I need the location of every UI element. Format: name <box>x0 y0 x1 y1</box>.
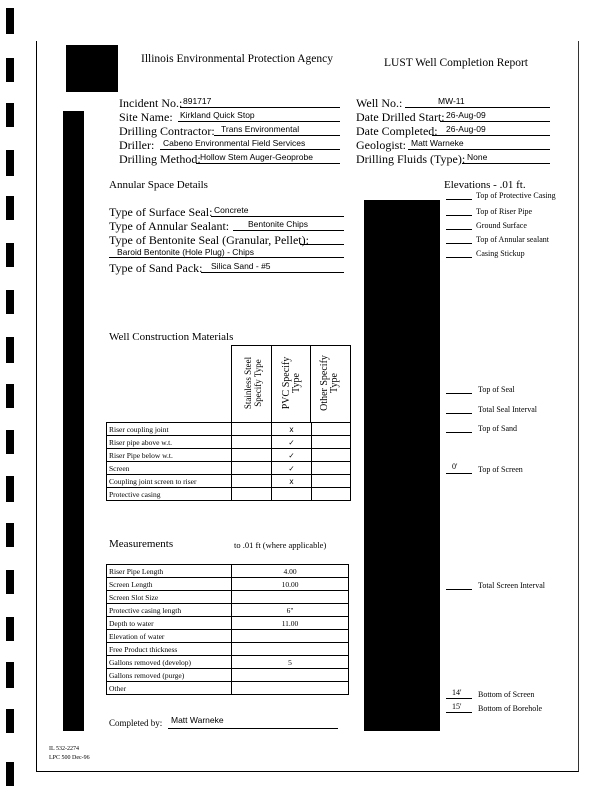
other-cell[interactable] <box>312 488 351 501</box>
table-row <box>107 669 349 682</box>
column-other: Other Specify Type <box>319 355 340 411</box>
drilling-fluids-label: Drilling Fluids (Type): <box>356 152 466 166</box>
row-label: Riser coupling joint <box>107 423 232 436</box>
materials-title: Well Construction Materials <box>109 331 234 343</box>
table-row <box>107 488 351 501</box>
well-no-label: Well No.: <box>356 96 403 110</box>
drilling-contractor-value[interactable]: Trans Environmental <box>221 124 300 134</box>
drilling-method-label: Drilling Method: <box>119 152 201 166</box>
ss-cell[interactable] <box>232 449 272 462</box>
column-stainless: Stainless Steel Specify Type <box>243 356 263 410</box>
table-row <box>107 565 349 578</box>
depth-label: Top of Seal <box>478 385 515 394</box>
elevation-label: Top of Annular sealant <box>476 235 549 244</box>
measure-value[interactable]: 4.00 <box>232 565 349 578</box>
surface-seal-value[interactable]: Concrete <box>214 205 249 215</box>
row-label: Riser pipe above w.t. <box>107 436 232 449</box>
driller-label: Driller: <box>119 138 155 152</box>
measure-value[interactable]: 5 <box>232 656 349 669</box>
ss-cell[interactable] <box>232 423 272 436</box>
measure-value[interactable] <box>232 643 349 656</box>
bentonite-seal-label: Type of Bentonite Seal (Granular, Pellet): <box>109 233 309 247</box>
row-label: Coupling joint screen to riser <box>107 475 232 488</box>
date-start-label: Date Drilled Start: <box>356 110 445 124</box>
depth-label: Bottom of Screen <box>478 690 535 699</box>
table-row <box>107 591 349 604</box>
elevation-label: Ground Surface <box>476 221 527 230</box>
pvc-cell[interactable]: x <box>272 475 312 488</box>
depth-label: Top of Screen <box>478 465 523 474</box>
table-row <box>107 423 351 436</box>
measure-value[interactable]: 6" <box>232 604 349 617</box>
well-no-value[interactable]: MW-11 <box>438 96 465 106</box>
geologist-label: Geologist: <box>356 138 406 152</box>
table-row <box>107 656 349 669</box>
annular-sealant-value[interactable]: Bentonite Chips <box>248 219 309 229</box>
table-row <box>107 604 349 617</box>
site-name-value[interactable]: Kirkland Quick Stop <box>180 110 255 120</box>
date-start-value[interactable]: 26-Aug-09 <box>446 110 486 120</box>
measure-label: Gallons removed (purge) <box>107 669 232 682</box>
depth-label: Bottom of Borehole <box>478 704 542 713</box>
driller-value[interactable]: Cabeno Environmental Field Services <box>163 138 306 148</box>
row-label: Screen <box>107 462 232 475</box>
table-row <box>107 617 349 630</box>
other-cell[interactable] <box>312 462 351 475</box>
date-completed-value[interactable]: 26-Aug-09 <box>446 124 486 134</box>
table-row <box>107 682 349 695</box>
ss-cell[interactable] <box>232 475 272 488</box>
bentonite-seal-value[interactable]: Baroid Bentonite (Hole Plug) - Chips <box>117 247 255 257</box>
measurements-table <box>106 564 349 695</box>
row-label: Protective casing <box>107 488 232 501</box>
measure-value[interactable]: 10.00 <box>232 578 349 591</box>
table-row <box>107 475 351 488</box>
materials-table <box>106 422 351 501</box>
table-row <box>107 643 349 656</box>
measurements-title: Measurements <box>109 538 174 550</box>
sand-pack-value[interactable]: Silica Sand - #5 <box>211 261 271 271</box>
depth-label: Total Seal Interval <box>478 405 537 414</box>
column-pvc: PVC Specify Type <box>281 356 302 410</box>
elevations-title: Elevations - .01 ft. <box>444 179 526 191</box>
other-cell[interactable] <box>312 449 351 462</box>
pvc-cell[interactable]: ✓ <box>272 449 312 462</box>
form-number: IL 532-2274 <box>49 746 79 752</box>
measure-label: Free Product thickness <box>107 643 232 656</box>
table-row <box>107 578 349 591</box>
table-row <box>107 436 351 449</box>
redaction-block <box>364 200 440 731</box>
pvc-cell[interactable]: ✓ <box>272 462 312 475</box>
measure-label: Screen Slot Size <box>107 591 232 604</box>
depth-value[interactable]: 14' <box>452 688 462 697</box>
ss-cell[interactable] <box>232 462 272 475</box>
annular-title: Annular Space Details <box>109 179 208 191</box>
completed-by-label: Completed by: <box>109 718 163 728</box>
other-cell[interactable] <box>312 423 351 436</box>
ss-cell[interactable] <box>232 436 272 449</box>
pvc-cell[interactable]: ✓ <box>272 436 312 449</box>
sand-pack-label: Type of Sand Pack: <box>109 261 203 275</box>
drilling-fluids-value[interactable]: None <box>467 152 488 162</box>
measure-value[interactable] <box>232 669 349 682</box>
elevation-label: Casing Stickup <box>476 249 525 258</box>
site-name-label: Site Name: <box>119 110 173 124</box>
table-row <box>107 630 349 643</box>
geologist-value[interactable]: Matt Warneke <box>411 138 464 148</box>
measure-value[interactable] <box>232 591 349 604</box>
measure-label: Elevation of water <box>107 630 232 643</box>
date-completed-label: Date Completed: <box>356 124 438 138</box>
measure-label: Screen Length <box>107 578 232 591</box>
depth-value[interactable]: 0' <box>452 462 458 471</box>
redaction-block <box>66 45 118 92</box>
ss-cell[interactable] <box>232 488 272 501</box>
depth-value[interactable]: 15' <box>452 702 462 711</box>
table-row <box>107 449 351 462</box>
elevation-label: Top of Riser Pipe <box>476 207 533 216</box>
incident-value[interactable]: 891717 <box>183 96 212 106</box>
report-title: LUST Well Completion Report <box>384 57 528 69</box>
other-cell[interactable] <box>312 436 351 449</box>
row-label: Riser Pipe below w.t. <box>107 449 232 462</box>
annular-sealant-label: Type of Annular Sealant: <box>109 219 230 233</box>
depth-label: Total Screen Interval <box>478 581 545 590</box>
table-row <box>107 462 351 475</box>
measure-label: Other <box>107 682 232 695</box>
redaction-block <box>63 111 84 731</box>
drilling-contractor-label: Drilling Contractor: <box>119 124 215 138</box>
measure-label: Depth to water <box>107 617 232 630</box>
measure-label: Riser Pipe Length <box>107 565 232 578</box>
surface-seal-label: Type of Surface Seal: <box>109 205 213 219</box>
drilling-method-value[interactable]: Hollow Stem Auger-Geoprobe <box>200 152 313 162</box>
measure-value[interactable] <box>232 630 349 643</box>
pvc-cell[interactable]: x <box>272 423 312 436</box>
measurements-note: to .01 ft (where applicable) <box>234 540 327 550</box>
depth-label: Top of Sand <box>478 424 517 433</box>
incident-label: Incident No.: <box>119 96 183 110</box>
measure-label: Protective casing length <box>107 604 232 617</box>
completed-by-value[interactable]: Matt Warneke <box>171 715 224 725</box>
pvc-cell[interactable] <box>272 488 312 501</box>
measure-label: Gallons removed (develop) <box>107 656 232 669</box>
elevation-label: Top of Protective Casing <box>476 191 556 200</box>
measure-value[interactable] <box>232 682 349 695</box>
other-cell[interactable] <box>312 475 351 488</box>
measure-value[interactable]: 11.00 <box>232 617 349 630</box>
form-revision: LPC 500 Dec-96 <box>49 755 90 761</box>
agency-name: Illinois Environmental Protection Agency <box>141 53 333 65</box>
